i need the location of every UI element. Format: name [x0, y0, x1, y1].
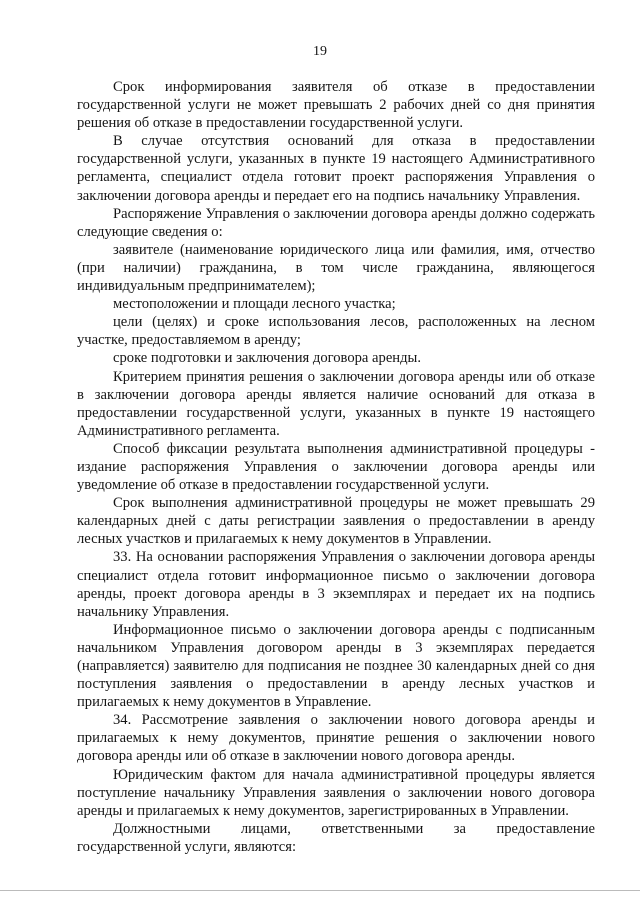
- page-bottom-rule: [0, 890, 640, 891]
- paragraph: Критерием принятия решения о заключении договора аренды или об отказе в заключении договора аренды является наличие оснований для отказа в предоставлении государственной услуги, указанных в пункте 19 настоящего Административного регламента.: [77, 368, 595, 439]
- paragraph: Способ фиксации результата выполнения административной процедуры - издание распоряжения Управления о заключении договора аренды или уведомление об отказе в предоставлении государственной услуги.: [77, 440, 595, 494]
- paragraph: цели (целях) и сроке использования лесов, расположенных на лесном участке, предоставляемом в аренду;: [77, 314, 595, 349]
- paragraph: Юридическим фактом для начала административной процедуры является поступление начальнику Управления заявления о заключении нового договора аренды и прилагаемых к нему документов, зарегистрированных в Управлении.: [77, 766, 595, 819]
- paragraph: Информационное письмо о заключении договора аренды с подписанным начальником Управления договором аренды в 3 экземплярах передается (направляется) заявителю для подписания не позднее 30 календарных дней со дня поступления заявления о предоставлении в аренду лесных участков и прилагаемых к нему документов в Управление.: [77, 621, 595, 711]
- document-body: [77, 78, 595, 856]
- paragraph: местоположении и площади лесного участка;: [113, 296, 396, 313]
- paragraph: сроке подготовки и заключения договора аренды.: [113, 350, 421, 367]
- paragraph: В случае отсутствия оснований для отказа в предоставлении государственной услуги, указанных в пункте 19 настоящего Административного регламента, специалист отдела готовит проект распоряжения Управления о заключении договора аренды и передает его на подпись начальнику Управления.: [77, 133, 595, 204]
- paragraph: заявителе (наименование юридического лица или фамилия, имя, отчество (при наличии) гражданина, в том числе гражданина, являющегося индивидуальным предпринимателем);: [77, 241, 595, 295]
- page-number: 19: [313, 44, 327, 59]
- paragraph: 34. Рассмотрение заявления о заключении нового договора аренды и прилагаемых к нему документов, принятие решения о заключении нового договора аренды или об отказе в заключении нового договора аренды.: [77, 712, 595, 765]
- paragraph: Должностными лицами, ответственными за предоставление государственной услуги, являются:: [77, 820, 595, 855]
- paragraph: Срок выполнения административной процедуры не может превышать 29 календарных дней с даты регистрации заявления о предоставлении в аренду лесных участков и прилагаемых к нему документов в Управлении.: [77, 495, 595, 548]
- paragraph: Распоряжение Управления о заключении договора аренды должно содержать следующие сведения о:: [77, 205, 595, 240]
- paragraph: Срок информирования заявителя об отказе в предоставлении государственной услуги не может превышать 2 рабочих дней со дня принятия решения об отказе в предоставлении государственной услуги.: [77, 79, 595, 132]
- paragraph: 33. На основании распоряжения Управления о заключении договора аренды специалист отдела готовит информационное письмо о заключении договора аренды, проект договора аренды в 3 экземплярах и передает их на подпись начальнику Управления.: [77, 549, 595, 620]
